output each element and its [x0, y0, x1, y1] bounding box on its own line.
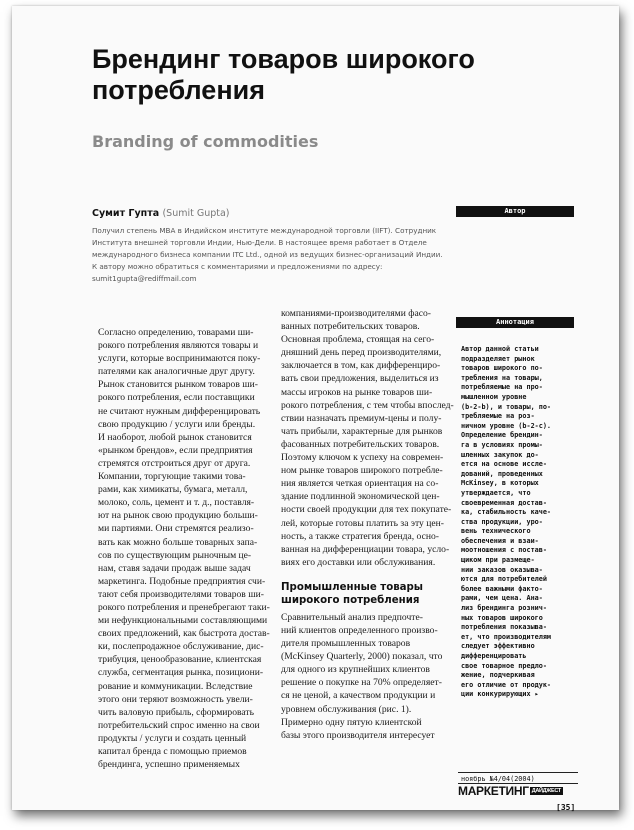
text-line: ности своей продукции для тех покупате-	[281, 504, 452, 516]
article-subtitle: Branding of commodities	[92, 132, 319, 151]
text-line: сов по существующим рыночным це-	[98, 549, 252, 561]
text-line: дований, проведенных	[461, 469, 543, 478]
magazine-name: МАРКЕТИНГ	[458, 784, 529, 798]
magazine-page	[12, 6, 619, 810]
text-line: нам, ставя задачи продаж выше задач	[98, 562, 251, 574]
text-line: ность, а также стратегия бренда, осно-	[281, 530, 439, 542]
text-line: вать как можно больше товарных запа-	[98, 536, 258, 548]
text-line: вать свои предложения, выделиться из	[281, 373, 439, 385]
text-line: И наоборот, любой рынок становится	[98, 431, 252, 443]
annotation-label: Аннотация	[456, 317, 574, 328]
text-line: обеспечения и взаи-	[461, 536, 539, 545]
text-line: подразделяет рынок	[461, 354, 535, 363]
magazine-badge: ДАЙДЖЕСТ	[531, 788, 561, 794]
text-line: ся не ценой, а качеством продукции и	[281, 690, 436, 702]
text-line: «рынком брендов», если предприятия	[98, 444, 253, 456]
text-line: Поэтому ключом к успеху на современ-	[281, 452, 444, 464]
bio-line: Получил степень MBA в Индийском институте международной торговли (IIFT). Сотрудник	[92, 226, 437, 235]
text-line: ют на рынок свою продукцию больши-	[98, 510, 258, 522]
annotation-text	[461, 345, 579, 700]
text-line: служба, сегментация рынка, позициони-	[98, 667, 264, 679]
text-line: дителя промышленных товаров	[281, 638, 411, 650]
text-line: ния является четкая ориентация на со-	[281, 478, 439, 490]
text-line: широкого потребления	[281, 594, 420, 606]
text-line: ции конкурирующих ▸	[461, 690, 539, 699]
text-line: решение о покупке на 70% определяет-	[281, 677, 442, 689]
col2-bottom-text	[281, 611, 449, 742]
text-line: следует эффективно	[461, 642, 535, 651]
issue-info: ноябрь №4/04(2004)	[461, 775, 535, 783]
text-line: ства продукции, уро-	[461, 517, 543, 526]
text-line: McKinsey, в которых	[461, 479, 539, 488]
text-line: компаниями-производителями фасо-	[281, 308, 431, 319]
text-line: чить валовую прибыль, сформировать	[98, 706, 254, 718]
bio-line: Института внешней торговли Индии, Нью-Дели. В настоящее время работает в Отделе	[92, 238, 427, 247]
text-line: рокого потребления и пренебрегают таки-	[98, 601, 270, 613]
text-line: щиком при размеще-	[461, 556, 535, 565]
text-line: своих предложений, как быстрота достав-	[98, 628, 270, 640]
text-line: более важными факто-	[461, 584, 543, 593]
text-line: Автор данной статьи	[461, 345, 539, 353]
text-line: потребляемые на про-	[461, 383, 543, 392]
text-line: ствии назначать премиум-цены и полу-	[281, 412, 442, 424]
text-line: заключается в том, как дифференциро-	[281, 360, 441, 372]
page-number: [35]	[556, 803, 576, 812]
bio-line: международного бизнеса компании ITC Ltd., одной из ведущих бизнес-организаций Индии.	[92, 250, 443, 259]
body-column-1	[98, 326, 270, 771]
text-line: лей, которые готовы платить за эту цен-	[281, 517, 444, 529]
text-line: Компании, торгующие такими това-	[98, 471, 246, 483]
text-line: ных товаров широкого	[461, 613, 543, 622]
text-line: ки, послепродажное обслуживание, дис-	[98, 641, 264, 653]
text-line: маркетинга. Подобные предприятия счи-	[98, 575, 266, 587]
text-line: ет, что производителям	[461, 632, 552, 641]
text-line: Промышленные товары	[281, 581, 424, 593]
text-line: требления на товары,	[461, 373, 543, 382]
author-name	[92, 208, 230, 219]
text-line: капитал бренда с помощью приемов	[98, 746, 247, 757]
text-line: базы этого производителя интересует	[281, 729, 435, 741]
text-line: трибуция, ценообразование, клиентская	[98, 654, 262, 666]
title-line-2: потребления	[92, 75, 265, 105]
text-line: Сравнительный анализ предпочте-	[281, 611, 423, 623]
title-line-1: Брендинг товаров широкого	[92, 44, 475, 74]
bio-line: К автору можно обратиться с комментариями и предложениями по адресу:	[92, 262, 383, 271]
text-line: потребления показыва-	[461, 623, 547, 632]
text-line: виях его доставки или обслуживания.	[281, 556, 436, 568]
text-line: жение, подчеркивая	[461, 671, 535, 680]
text-line: га в условиях промы-	[461, 440, 543, 449]
text-line: ном рынке товаров широкого потребле-	[281, 465, 443, 477]
text-line: рование и коммуникации. Вследствие	[98, 680, 253, 692]
text-line: ми партиями. Они стремятся реализо-	[98, 523, 254, 535]
text-line: Согласно определению, товарами ши-	[98, 327, 254, 338]
text-line: ванная на дифференциации товара, усло-	[281, 543, 450, 555]
text-line: уровнем обслуживания (рис. 1).	[281, 703, 412, 715]
footer-rule-top	[458, 772, 578, 773]
text-line: ванных потребительских товаров.	[281, 321, 420, 333]
author-label: Автор	[456, 206, 574, 217]
text-line: фасованных потребительских товаров.	[281, 438, 440, 450]
text-line: этого они теряют возможность увели-	[98, 693, 253, 705]
text-line: ка, стабильность каче-	[461, 508, 552, 517]
text-line: услуги, которые воспринимаются поку-	[98, 353, 261, 365]
magazine-logo	[458, 784, 563, 798]
text-line: свою продукцию / услуги или бренды.	[98, 418, 256, 430]
text-line: утверждается, что	[461, 488, 531, 497]
text-line: его отличие от продук-	[461, 680, 552, 689]
body-column-2	[281, 307, 454, 742]
text-line: свое товарное предло-	[461, 661, 547, 670]
text-line: рами, чем цена. Ана-	[461, 594, 543, 603]
text-line: ничном уровне (b-2-c).	[461, 421, 552, 430]
text-line: здание подлинной экономической цен-	[281, 491, 440, 503]
article-title	[92, 44, 512, 106]
text-line: пателями как аналогичные друг другу.	[98, 366, 255, 378]
text-line: моотношения с постав-	[461, 546, 547, 555]
author-email[interactable]: sumit1gupta@rediffmail.com	[92, 274, 197, 283]
col2-top-text	[281, 307, 454, 569]
text-line: вень технического	[461, 527, 531, 536]
text-line: Определение брендин-	[461, 431, 543, 440]
text-line: дняшний день перед производителями,	[281, 347, 442, 359]
section-heading	[281, 581, 449, 607]
text-line: ются для потребителей	[461, 575, 547, 584]
author-name-latin: (Sumit Gupta)	[162, 208, 230, 219]
text-line: товаров широкого по-	[461, 364, 543, 373]
text-line: шленных закупок до-	[461, 450, 539, 459]
text-line: чать прибыли, характерные для рынков	[281, 425, 443, 437]
text-line: брендинга, успешно применяемых	[98, 759, 240, 771]
text-line: требляемые на роз-	[461, 412, 535, 421]
text-line: Примерно одну пятую клиентской	[281, 716, 422, 728]
text-line: мышленном уровне	[461, 392, 527, 401]
text-line: Рынок становится рынком товаров ши-	[98, 379, 258, 391]
text-line: стремятся отстроиться друг от друга.	[98, 457, 251, 469]
author-name-cyrillic: Сумит Гупта	[92, 208, 160, 219]
text-line: массы игроков на рынке товаров ши-	[281, 386, 433, 398]
text-line: своевременная достав-	[461, 498, 547, 507]
text-line: (b-2-b), и товары, по-	[461, 402, 552, 411]
text-line: рокого потребления, если поставщики	[98, 392, 255, 404]
text-line: для одного из крупнейших клиентов	[281, 664, 430, 676]
text-line: продукты / услуги и создать ценный	[98, 732, 247, 744]
text-line: рокого потребления, с тем чтобы впослед-	[281, 399, 454, 411]
text-line: дифференцировать	[461, 652, 527, 660]
text-line: потребительский спрос именно на свои	[98, 719, 260, 731]
text-line: (McKinsey Quarterly, 2000) показал, что	[281, 651, 443, 663]
text-line: Основная проблема, стоящая на сего-	[281, 334, 435, 346]
text-line: молоко, соль, цемент и т. д., поставля-	[98, 497, 255, 509]
author-bio	[92, 225, 452, 285]
text-line: ми нефункциональными составляющими	[98, 615, 268, 627]
text-line: нии заказов оказыва-	[461, 565, 543, 574]
text-line: лиз брендинга рознич-	[461, 604, 547, 613]
text-line: ется на основе иссле-	[461, 460, 547, 469]
text-line: тают себя производителями товаров ши-	[98, 588, 264, 600]
text-line: рами, как химикаты, бумага, металл,	[98, 484, 248, 496]
text-line: ний клиентов определенного произво-	[281, 624, 438, 636]
text-line: не считают нужным дифференцировать	[98, 405, 261, 417]
text-line: рокого потребления являются товары и	[98, 340, 259, 352]
